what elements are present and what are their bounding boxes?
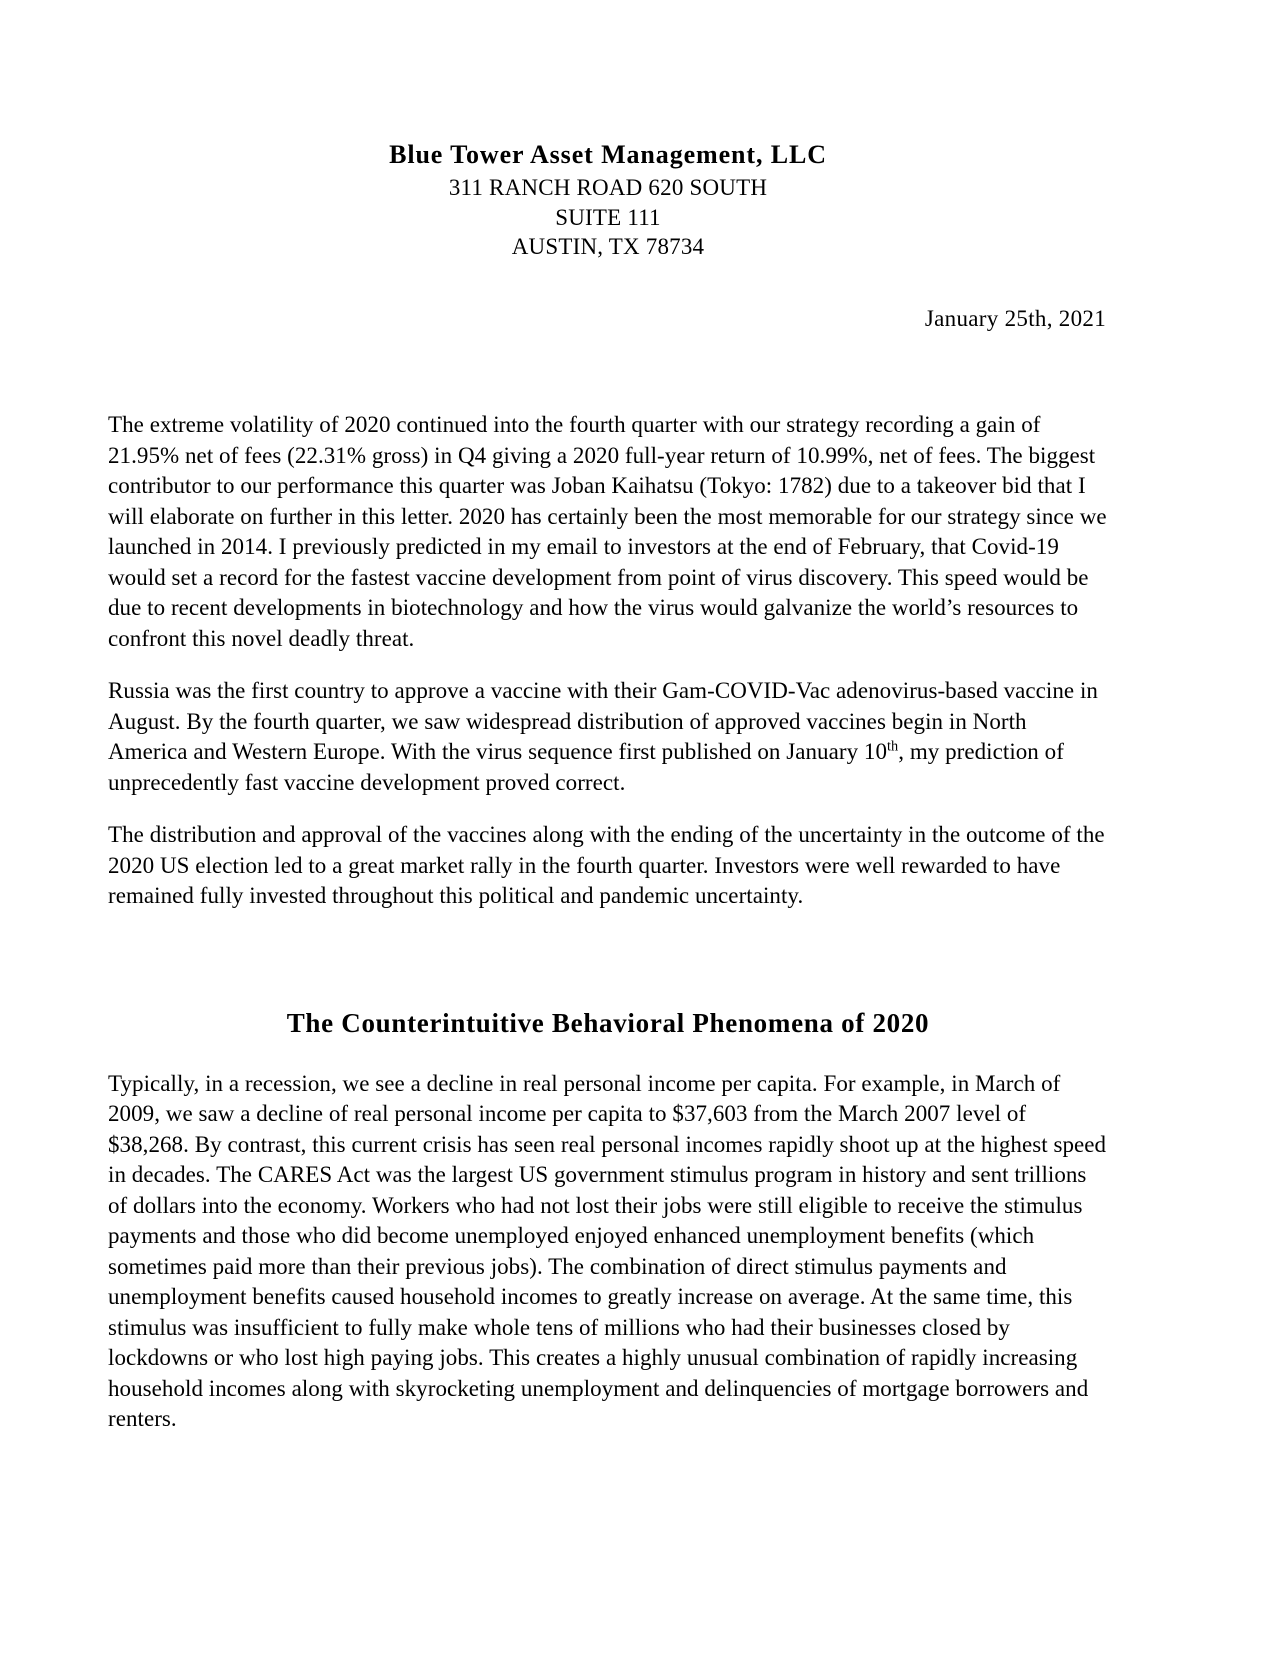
letter-body	[108, 410, 1108, 912]
section-body	[108, 1069, 1108, 1435]
section-counterintuitive-behavioral-phenomena	[108, 1008, 1108, 1435]
ordinal-suffix: th	[887, 738, 899, 755]
address-line-street: 311 RANCH ROAD 620 SOUTH	[448, 174, 768, 200]
page-content	[108, 0, 1108, 1435]
letter-date: January 25th, 2021	[924, 306, 1106, 332]
paragraph-performance-summary: The extreme volatility of 2020 continued into the fourth quarter with our strategy recording a gain of 21.95% net of fees (22.31% gross) in Q4 giving a 2020 full-year return of 10.99%, net of fees. The biggest contributor to our performance this quarter was Joban Kaihatsu (Tokyo: 1782) due to a takeover bid that I will elaborate on further in this letter. 2020 has certainly been the most memorable for our strategy since we launched in 2014. I previously predicted in my email to investors at the end of February, that Covid-19 would set a record for the fastest vaccine development from point of virus discovery. This speed would be due to recent developments in biotechnology and how the virus would galvanize the world’s resources to confront this novel deadly threat.	[108, 412, 1107, 651]
address-line-city-state-zip: AUSTIN, TX 78734	[511, 234, 705, 260]
section-heading: The Counterintuitive Behavioral Phenomena of 2020	[286, 1007, 930, 1038]
firm-name: Blue Tower Asset Management, LLC	[389, 140, 827, 169]
paragraph-market-rally: The distribution and approval of the vaccines along with the ending of the uncertainty in the outcome of the 2020 US election led to a great market rally in the fourth quarter. Investors were well rewarded to have remained fully invested throughout this political and pandemic uncertainty.	[108, 822, 1105, 909]
paragraph-vaccine-approval-text-start: Russia was the first country to approve a vaccine with their Gam-COVID-Vac adenovirus-based vaccine in August. By the fourth quarter, we saw widespread distribution of approved vaccines begin in North America and Western Europe. With the virus sequence first published on January 10	[108, 678, 1098, 765]
address-line-suite: SUITE 111	[555, 204, 661, 230]
paragraph-vaccine-approval-text-end: , my prediction of unprecedently fast vaccine development proved correct.	[108, 739, 1064, 795]
paragraph-recession-income: Typically, in a recession, we see a decline in real personal income per capita. For example, in March of 2009, we saw a decline of real personal income per capita to $37,603 from the March 2007 level of $38,268. By contrast, this current crisis has seen real personal incomes rapidly shoot up at the highest speed in decades. The CARES Act was the largest US government stimulus program in history and sent trillions of dollars into the economy. Workers who had not lost their jobs were still eligible to receive the stimulus payments and those who did become unemployed enjoyed enhanced unemployment benefits (which sometimes paid more than their previous jobs). The combination of direct stimulus payments and unemployment benefits caused household incomes to greatly increase on average. At the same time, this stimulus was insufficient to fully make whole tens of millions who had their businesses closed by lockdowns or who lost high paying jobs. This creates a highly unusual combination of rapidly increasing household incomes along with skyrocketing unemployment and delinquencies of mortgage borrowers and renters.	[108, 1070, 1107, 1432]
paragraph-vaccine-approval	[108, 676, 1108, 798]
letterhead	[108, 140, 1108, 262]
